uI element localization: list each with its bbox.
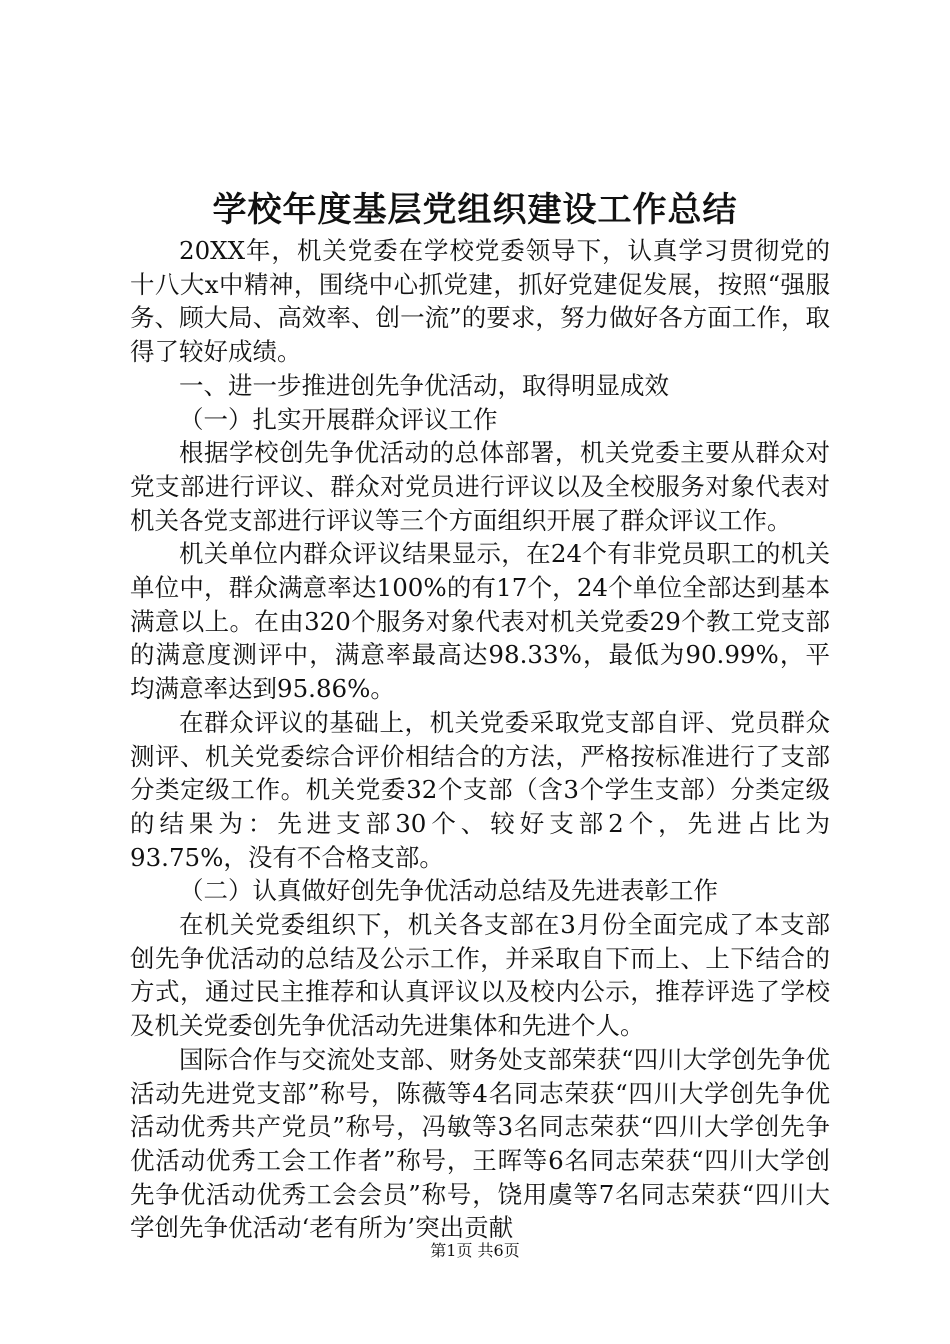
subsection-heading-1: （一）扎实开展群众评议工作 — [179, 404, 498, 434]
paragraph-grading: 在群众评议的基础上，机关党委采取党支部自评、党员群众测评、机关党委综合评价相结合的方法，严格按标准进行了支部分类定级工作。机关党委32个支部（含3个学生支部）分类定级的结果为：先进支部30个、较好支部2个，先进占比为93.75%，没有不合格支部。 — [130, 707, 830, 872]
subsection-heading-2: （二）认真做好创先争优活动总结及先进表彰工作 — [179, 876, 718, 906]
document-body — [130, 234, 830, 1245]
document-title: 学校年度基层党组织建设工作总结 — [212, 190, 738, 230]
section-heading-1: 一、进一步推进创先争优活动，取得明显成效 — [179, 370, 669, 400]
paragraph-evaluation-results: 机关单位内群众评议结果显示，在24个有非党员职工的机关单位中，群众满意率达100%的有17个，24个单位全部达到基本满意以上。在由320个服务对象代表对机关党委29个教工党支部的满意度测评中，满意率最高达98.33%，最低为90.99%，平均满意率达到95.86%。 — [130, 539, 830, 704]
page-footer: 第1页 共6页 — [430, 1241, 520, 1260]
paragraph-summary-work: 在机关党委组织下，机关各支部在3月份全面完成了本支部创先争优活动的总结及公示工作，并采取自下而上、上下结合的方式，通过民主推荐和认真评议以及校内公示，推荐评选了学校及机关党委创先争优活动先进集体和先进个人。 — [130, 910, 830, 1041]
paragraph-awards: 国际合作与交流处支部、财务处支部荣获“四川大学创先争优活动先进党支部”称号，陈薇等4名同志荣获“四川大学创先争优活动优秀共产党员”称号，冯敏等3名同志荣获“四川大学创先争优活动优秀工会工作者”称号，王晖等6名同志荣获“四川大学创先争优活动优秀工会会员”称号，饶用虞等7名同志荣获“四川大学创先争优活动‘老有所为’突出贡献 — [130, 1044, 830, 1243]
paragraph-intro: 20XX年，机关党委在学校党委领导下，认真学习贯彻党的十八大x中精神，围绕中心抓党建，抓好党建促发展，按照“强服务、顾大局、高效率、创一流”的要求，努力做好各方面工作，取得了较好成绩。 — [130, 236, 830, 367]
paragraph-evaluation-plan: 根据学校创先争优活动的总体部署，机关党委主要从群众对党支部进行评议、群众对党员进行评议以及全校服务对象代表对机关各党支部进行评议等三个方面组织开展了群众评议工作。 — [130, 438, 830, 535]
